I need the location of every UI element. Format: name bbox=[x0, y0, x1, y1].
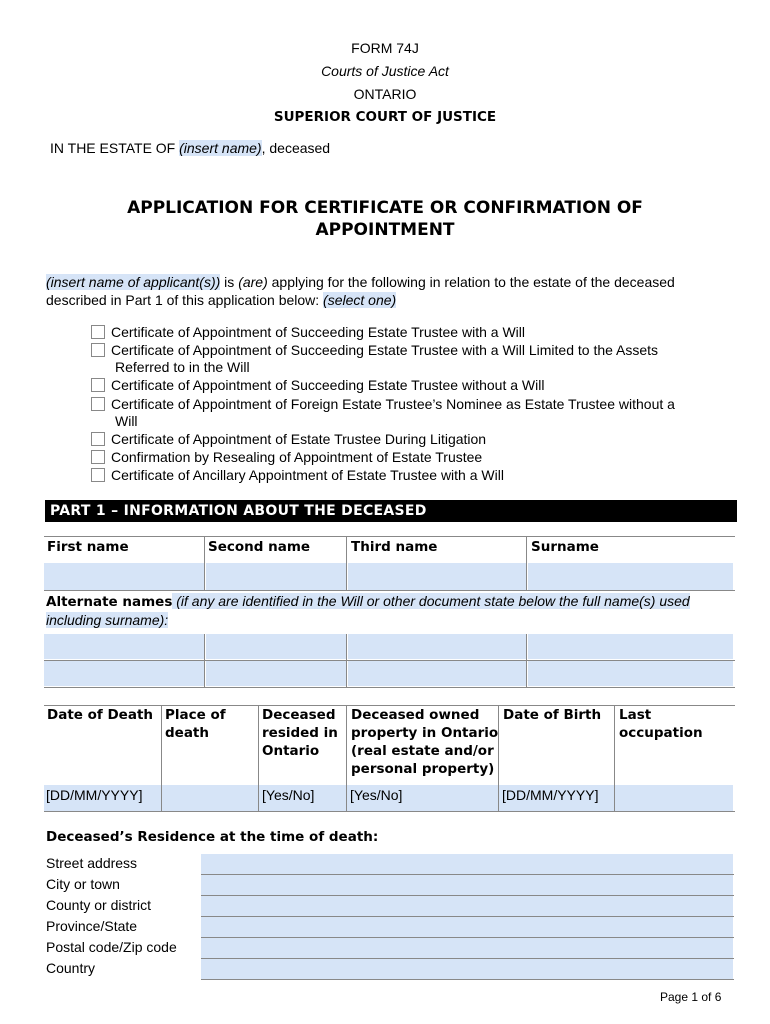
divider bbox=[526, 536, 527, 590]
divider bbox=[204, 536, 205, 590]
alt-first-name-input-1[interactable] bbox=[44, 634, 204, 659]
applicant-name-field[interactable]: (insert name of applicant(s)) bbox=[46, 274, 221, 290]
postal-code-input[interactable] bbox=[201, 938, 733, 958]
province-input[interactable] bbox=[201, 917, 733, 937]
province: ONTARIO bbox=[353, 86, 417, 102]
owned-property-value: [Yes/No] bbox=[350, 787, 403, 803]
estate-suffix: , deceased bbox=[261, 140, 331, 156]
form-number: FORM 74J bbox=[351, 40, 419, 56]
residence-heading: Deceased’s Residence at the time of death: bbox=[46, 829, 379, 845]
col-owned-property: Deceased owned property in Ontario (real estate and/or personal property) bbox=[351, 707, 499, 777]
resided-in-ontario-value: [Yes/No] bbox=[262, 787, 315, 803]
checkbox[interactable] bbox=[91, 432, 105, 446]
select-one-hint: (select one) bbox=[323, 292, 397, 308]
county-label: County or district bbox=[46, 897, 152, 913]
date-of-birth-value: [DD/MM/YYYY] bbox=[502, 787, 599, 803]
option-foreign-nominee[interactable]: Certificate of Appointment of Foreign Estate Trustee’s Nominee as Estate Trustee without a Will bbox=[91, 396, 731, 430]
first-name-input[interactable] bbox=[44, 563, 204, 590]
alt-first-name-input-2[interactable] bbox=[44, 661, 204, 686]
alt-third-name-input-1[interactable] bbox=[348, 634, 526, 659]
alt-second-name-input-1[interactable] bbox=[206, 634, 346, 659]
street-address-label: Street address bbox=[46, 855, 138, 871]
checkbox[interactable] bbox=[91, 397, 105, 411]
col-date-of-birth: Date of Birth bbox=[503, 707, 602, 723]
surname-input[interactable] bbox=[528, 563, 733, 590]
country-input[interactable] bbox=[201, 959, 733, 979]
divider bbox=[44, 590, 735, 591]
act-name: Courts of Justice Act bbox=[321, 63, 449, 79]
checkbox[interactable] bbox=[91, 325, 105, 339]
divider bbox=[346, 536, 347, 590]
alt-surname-input-1[interactable] bbox=[528, 634, 733, 659]
city-label: City or town bbox=[46, 876, 120, 892]
postal-code-label: Postal code/Zip code bbox=[46, 939, 177, 955]
divider bbox=[526, 634, 527, 687]
divider bbox=[346, 705, 347, 812]
divider bbox=[44, 536, 735, 537]
divider bbox=[204, 634, 205, 687]
option-succeeding-with-will[interactable]: Certificate of Appointment of Succeeding Estate Trustee with a Will bbox=[91, 324, 731, 341]
col-place-of-death: Place of death bbox=[165, 707, 226, 741]
divider bbox=[258, 705, 259, 812]
alt-surname-input-2[interactable] bbox=[528, 661, 733, 686]
alternate-names-label: Alternate names (if any are identified in the Will or other document state below the full name(s) used including surname): bbox=[46, 593, 690, 628]
third-name-input[interactable] bbox=[348, 563, 526, 590]
page-number: Page 1 of 6 bbox=[660, 990, 722, 1004]
page-title-line2: APPOINTMENT bbox=[315, 220, 455, 240]
option-ancillary[interactable]: Certificate of Ancillary Appointment of Estate Trustee with a Will bbox=[91, 467, 731, 484]
divider bbox=[44, 811, 735, 812]
place-of-death-input[interactable] bbox=[162, 785, 258, 811]
col-first-name: First name bbox=[47, 539, 129, 555]
estate-line bbox=[50, 140, 330, 156]
col-date-of-death: Date of Death bbox=[47, 707, 154, 723]
checkbox[interactable] bbox=[91, 450, 105, 464]
option-resealing[interactable]: Confirmation by Resealing of Appointment of Estate Trustee bbox=[91, 449, 731, 466]
deceased-name-field[interactable]: (insert name) bbox=[179, 140, 262, 156]
col-surname: Surname bbox=[531, 539, 599, 555]
intro-line2: described in Part 1 of this application below: (select one) bbox=[46, 292, 397, 308]
part1-heading: PART 1 – INFORMATION ABOUT THE DECEASED bbox=[45, 500, 737, 522]
alt-second-name-input-2[interactable] bbox=[206, 661, 346, 686]
alt-third-name-input-2[interactable] bbox=[348, 661, 526, 686]
province-label: Province/State bbox=[46, 918, 138, 934]
date-of-death-value: [DD/MM/YYYY] bbox=[46, 787, 143, 803]
checkbox[interactable] bbox=[91, 343, 105, 357]
intro-line1: (insert name of applicant(s)) is (are) applying for the following in relation to the estate of the deceased bbox=[46, 274, 675, 290]
estate-prefix: IN THE ESTATE OF bbox=[50, 140, 176, 156]
col-third-name: Third name bbox=[351, 539, 438, 555]
option-during-litigation[interactable]: Certificate of Appointment of Estate Trustee During Litigation bbox=[91, 431, 731, 448]
divider bbox=[346, 634, 347, 687]
second-name-input[interactable] bbox=[206, 563, 346, 590]
country-label: Country bbox=[46, 960, 96, 976]
city-input[interactable] bbox=[201, 875, 733, 895]
divider bbox=[498, 705, 499, 812]
court-name: SUPERIOR COURT OF JUSTICE bbox=[273, 109, 497, 125]
last-occupation-input[interactable] bbox=[615, 785, 733, 811]
checkbox[interactable] bbox=[91, 468, 105, 482]
option-succeeding-without-will[interactable]: Certificate of Appointment of Succeeding Estate Trustee without a Will bbox=[91, 377, 731, 394]
divider bbox=[161, 705, 162, 812]
col-resided-in-ontario: Deceased resided in Ontario bbox=[262, 707, 338, 759]
divider bbox=[614, 705, 615, 812]
col-second-name: Second name bbox=[208, 539, 311, 555]
checkbox[interactable] bbox=[91, 378, 105, 392]
street-address-input[interactable] bbox=[201, 854, 733, 874]
page-title: APPLICATION FOR CERTIFICATE OR CONFIRMATION OF bbox=[127, 198, 643, 218]
county-input[interactable] bbox=[201, 896, 733, 916]
option-succeeding-with-will-limited[interactable]: Certificate of Appointment of Succeeding Estate Trustee with a Will Limited to the Assets Referred to in the Will bbox=[91, 342, 731, 376]
col-last-occupation: Last occupation bbox=[619, 707, 703, 741]
divider bbox=[44, 687, 735, 688]
divider bbox=[201, 979, 734, 980]
